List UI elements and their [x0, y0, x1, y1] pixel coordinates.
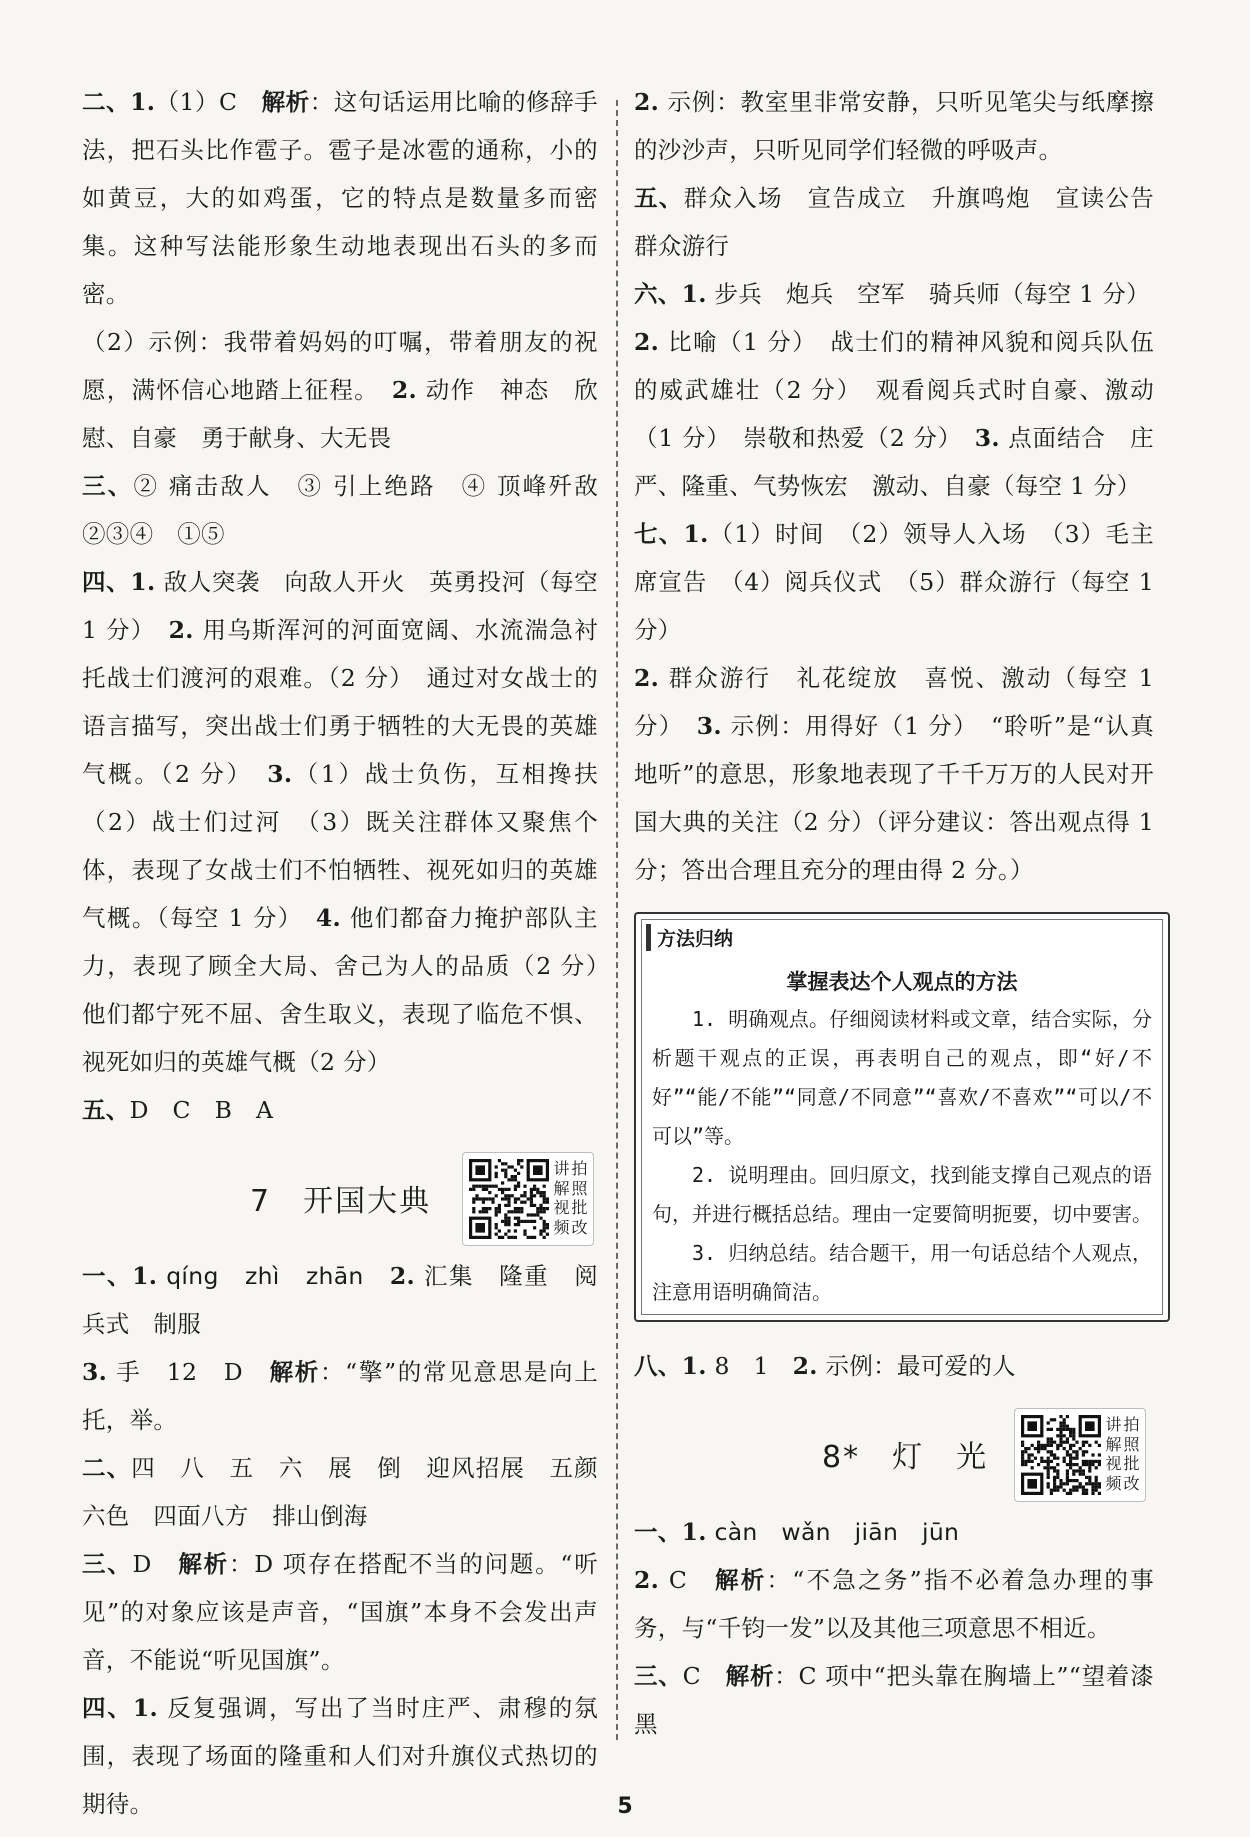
method-paragraph: 1. 明确观点。仔细阅读材料或文章，结合实际，分析题干观点的正误，再表明自己的观点，即“好/不好”“能/不能”“同意/不同意”“喜欢/不喜欢”“可以/不可以”等。 [652, 1007, 1152, 1148]
answer-paragraph: 一、1. càn wǎn jiān jūn [634, 1518, 960, 1546]
qr-label-char: 频 [1105, 1473, 1123, 1493]
method-tab: 方法归纳 [646, 924, 739, 951]
left-column [82, 78, 622, 1828]
answers-section-8 [634, 1342, 1154, 1390]
qr-label-char: 拍 [571, 1159, 589, 1178]
answer-paragraph: 2. 示例：教室里非常安静，只听见笔尖与纸摩擦的沙沙声，只听见同学们轻微的呼吸声。 [634, 88, 1154, 164]
qr-code-icon[interactable] [1021, 1415, 1101, 1495]
method-summary-box [634, 912, 1170, 1322]
answer-paragraph: 四、1. 反复强调，写出了当时庄严、肃穆的氛围，表现了场面的隆重和人们对升旗仪式热切的期待。 [82, 1694, 598, 1818]
method-paragraph: 3. 归纳总结。结合题干，用一句话总结个人观点，注意用语明确简洁。 [652, 1241, 1152, 1304]
qr-code-panel[interactable] [462, 1152, 594, 1246]
lesson-number: 7 [250, 1184, 272, 1219]
qr-label-char: 批 [571, 1198, 589, 1217]
lesson-name: 开国大典 [303, 1184, 432, 1219]
answer-paragraph: 五、D C B A [82, 1096, 274, 1124]
qr-label-char: 改 [1123, 1473, 1141, 1493]
qr-label-char: 讲 [1105, 1415, 1123, 1434]
qr-label [1105, 1415, 1141, 1493]
qr-label-char: 拍 [1123, 1415, 1141, 1434]
page-number: 5 [617, 1794, 633, 1819]
answers-lesson-7 [82, 1252, 598, 1828]
lesson-7-header [82, 1146, 598, 1250]
method-title: 掌握表达个人观点的方法 [786, 970, 1018, 994]
lesson-title [822, 1432, 988, 1476]
answer-paragraph: 六、1. 步兵 炮兵 空军 骑兵师（每空 1 分） [634, 280, 1150, 308]
answer-paragraph: 三、② 痛击敌人 ③ 引上绝路 ④ 顶峰歼敌 ②③④ ①⑤ [82, 472, 622, 548]
qr-label-char: 视 [1105, 1454, 1123, 1473]
qr-label-char: 照 [1123, 1434, 1141, 1454]
answer-paragraph: 一、1. qíng zhì zhān 2. 汇集 隆重 阅兵式 制服 [82, 1262, 598, 1338]
qr-label-char: 批 [1123, 1454, 1141, 1473]
answer-paragraph: 七、1.（1）时间 （2）领导人入场 （3）毛主席宣告 （4）阅兵仪式 （5）群众游行（每空 1 分） [634, 520, 1154, 644]
qr-label-char: 讲 [553, 1159, 571, 1178]
answer-paragraph: 五、群众入场 宣告成立 升旗鸣炮 宣读公告 群众游行 [634, 184, 1178, 260]
qr-label-char: 改 [571, 1217, 589, 1237]
answer-paragraph: 三、C 解析：C 项中“把头靠在胸墙上”“望着漆黑 [634, 1662, 1154, 1738]
answer-paragraph: 2. 比喻（1 分） 战士们的精神风貌和阅兵队伍的威武雄壮（2 分） 观看阅兵式时自豪、激动（1 分） 崇敬和热爱（2 分） 3. 点面结合 庄严、隆重、气势恢宏 激动、自豪（每空 1 分） [634, 328, 1154, 500]
right-column [634, 78, 1178, 1748]
answer-paragraph: 三、D 解析：D 项存在搭配不当的问题。“听见”的对象应该是声音，“国旗”本身不会发出声音，不能说“听见国旗”。 [82, 1550, 599, 1674]
lesson-name: 灯 光 [892, 1440, 989, 1475]
method-paragraph: 2. 说明理由。回归原文，找到能支撑自己观点的语句，并进行概括总结。理由一定要简明扼要，切中要害。 [652, 1163, 1152, 1226]
qr-code-panel[interactable] [1014, 1408, 1146, 1502]
column-divider [616, 100, 618, 1740]
answer-paragraph: 四、1. 敌人突袭 向敌人开火 英勇投河（每空 1 分） 2. 用乌斯浑河的河面宽阔、水流湍急衬托战士们渡河的艰难。（2 分） 通过对女战士的语言描写，突出战士们勇于牺牲的大无畏的英雄气概。（2 分） 3.（1）战士负伤，互相搀扶 （2）战士们过河 （3）既关注群体又聚焦个体，表现了女战士们不怕牺牲、视死如归的英雄气概。（每空 1 分） 4. 他们都奋力掩护部队主力，表现了顾全大局、舍己为人的品质（2 分） 他们都宁死不屈、舍生取义，表现了临危不惧、视死如归的英雄气概（2 分） [82, 568, 622, 1076]
lesson-8-header [634, 1402, 1154, 1506]
answer-paragraph: 2. C 解析：“不急之务”指不必着急办理的事务，与“千钧一发”以及其他三项意思不相近。 [634, 1566, 1154, 1642]
lesson-number: 8* [822, 1440, 861, 1475]
qr-label-char: 解 [553, 1178, 571, 1198]
qr-label-char: 频 [553, 1217, 571, 1237]
answer-paragraph: 二、1.（1）C 解析：这句话运用比喻的修辞手法，把石头比作雹子。雹子是冰雹的通称，小的如黄豆，大的如鸡蛋，它的特点是数量多而密集。这种写法能形象生动地表现出石头的多而密。 [82, 88, 599, 308]
answer-paragraph: （2）示例：我带着妈妈的叮嘱，带着朋友的祝愿，满怀信心地踏上征程。 2. 动作 神态 欣慰、自豪 勇于献身、大无畏 [82, 328, 598, 452]
qr-code-icon[interactable] [469, 1159, 549, 1239]
qr-label-char: 视 [553, 1198, 571, 1217]
answers-lesson-6 [82, 78, 622, 1134]
answer-paragraph: 八、1. 8 1 2. 示例：最可爱的人 [634, 1352, 1016, 1380]
answer-paragraph: 2. 群众游行 礼花绽放 喜悦、激动（每空 1 分） 3. 示例：用得好（1 分） “聆听”是“认真地听”的意思，形象地表现了千千万万的人民对开国大典的关注（2 分）（评分建议：答出观点得 1 分；答出合理且充分的理由得 2 分。） [634, 664, 1154, 884]
answers-lesson-8 [634, 1508, 1154, 1748]
qr-label [553, 1159, 589, 1237]
answers-lesson-7-continued [634, 78, 1178, 894]
answer-paragraph: 二、四 八 五 六 展 倒 迎风招展 五颜六色 四面八方 排山倒海 [82, 1454, 598, 1530]
answer-paragraph: 3. 手 12 D 解析：“擎”的常见意思是向上托，举。 [82, 1358, 598, 1434]
qr-label-char: 照 [571, 1178, 589, 1198]
lesson-title [250, 1176, 431, 1220]
qr-label-char: 解 [1105, 1434, 1123, 1454]
